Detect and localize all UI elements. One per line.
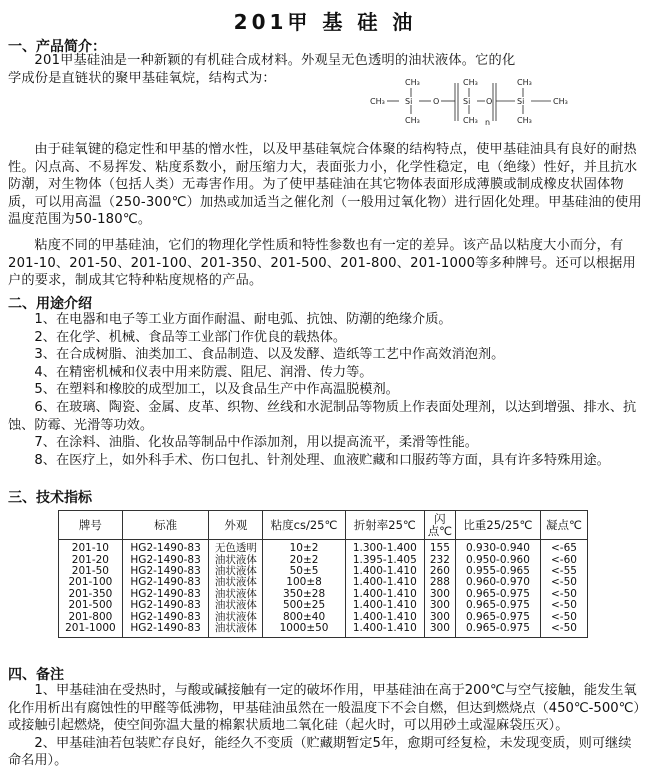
col-refractive-index: 折射率25℃ (345, 511, 424, 540)
table-cell: 1.400-1.410 (345, 623, 424, 638)
formula-o-2: O (486, 97, 493, 106)
notes-list (8, 682, 644, 770)
formula-si-2: Si (463, 97, 471, 106)
table-cell: <-50 (540, 577, 587, 588)
table-cell: 油状液体 (209, 566, 263, 577)
formula-ch3-left: CH₃ (370, 97, 385, 106)
table-cell: 100±8 (263, 577, 345, 588)
col-specific-gravity: 比重25/25℃ (455, 511, 540, 540)
table-cell: 201-800 (59, 611, 123, 622)
table-cell: 无色透明 (209, 540, 263, 555)
table-cell: HG2-1490-83 (122, 623, 209, 638)
col-appearance: 外观 (209, 511, 263, 540)
table-cell: 0.965-0.975 (455, 589, 540, 600)
table-cell: 288 (424, 577, 455, 588)
table-cell: 1.400-1.410 (345, 600, 424, 611)
uses-item: 3、在合成树脂、油类加工、食品制造、以及发酵、造纸等工艺中作高效消泡剂。 (34, 347, 505, 363)
table-cell: 201-1000 (59, 623, 123, 638)
spec-table-body (59, 540, 588, 638)
table-cell: <-65 (540, 540, 587, 555)
table-cell: 800±40 (263, 611, 345, 622)
table-cell: 0.965-0.975 (455, 600, 540, 611)
uses-item: 5、在塑料和橡胶的成型加工，以及食品生产中作高温脱模剂。 (34, 382, 399, 398)
table-cell: 155 (424, 540, 455, 555)
table-cell: 0.960-0.970 (455, 577, 540, 588)
formula-n: n (485, 118, 491, 127)
spec-table (58, 510, 588, 638)
col-standard: 标准 (122, 511, 209, 540)
col-grade: 牌号 (59, 511, 123, 540)
section-heading-notes: 四、备注 (8, 667, 64, 683)
table-cell: 20±2 (263, 554, 345, 565)
uses-item: 4、在精密机械和仪表中用来防震、阻尼、润滑、传力等。 (34, 364, 373, 380)
table-cell: 201-50 (59, 566, 123, 577)
formula-ch3-right: CH₃ (553, 97, 568, 106)
table-cell: HG2-1490-83 (122, 611, 209, 622)
table-cell: <-50 (540, 589, 587, 600)
table-cell: 1000±50 (263, 623, 345, 638)
table-cell: HG2-1490-83 (122, 600, 209, 611)
table-cell: 300 (424, 611, 455, 622)
table-row (59, 540, 588, 555)
table-cell: 0.965-0.975 (455, 611, 540, 622)
table-cell: 300 (424, 589, 455, 600)
table-row (59, 623, 588, 638)
table-cell: HG2-1490-83 (122, 554, 209, 565)
table-cell: 201-500 (59, 600, 123, 611)
formula-o-1: O (433, 97, 440, 106)
table-cell: 201-350 (59, 589, 123, 600)
table-cell: 油状液体 (209, 600, 263, 611)
section-heading-uses: 二、用途介绍 (8, 296, 92, 312)
table-cell: 油状液体 (209, 577, 263, 588)
formula-ch3-top-3: CH₃ (517, 78, 532, 87)
formula-ch3-top-1: CH₃ (405, 78, 420, 87)
table-cell: 1.400-1.410 (345, 566, 424, 577)
intro-line-2: 学成份是直链状的聚甲基硅氧烷，结构式为： (8, 70, 276, 86)
uses-item: 1、在电器和电子等工业方面作耐温、耐电弧、抗蚀、防潮的绝缘介质。 (34, 312, 452, 327)
uses-item: 7、在涂料、油脂、化妆品等制品中作添加剂，用以提高流平，柔滑等性能。 (34, 435, 478, 451)
table-row (59, 577, 588, 588)
formula-si-1: Si (405, 97, 413, 106)
page-title: 201甲 基 硅 油 (233, 10, 417, 34)
formula-ch3-top-2: CH₃ (463, 78, 478, 87)
table-cell: 油状液体 (209, 589, 263, 600)
uses-item: 2、在化学、机械、食品等工业部门作优良的载热体。 (34, 329, 347, 345)
table-cell: 0.930-0.940 (455, 540, 540, 555)
table-cell: HG2-1490-83 (122, 589, 209, 600)
table-cell: 0.965-0.975 (455, 623, 540, 638)
intro-paragraph-2: 由于硅氧键的稳定性和甲基的憎水性，以及甲基硅氧烷合体聚的结构特点，使甲基硅油具有良好的耐热性。闪点高、不易挥发、粘度系数小，耐压缩力大，表面张力小，化学性稳定，电（绝缘）性好，并且抗水防潮，对生物体（包括人类）无毒害作用。为了使甲基硅油在其它物体表面形成薄膜或制成橡皮状固体物质，可以用高温（250-300℃）加热或加适当之催化剂（一般用过氧化物）进行固化处理。甲基硅油的使用温度范围为50-180℃。 (8, 142, 642, 228)
table-cell: HG2-1490-83 (122, 540, 209, 555)
table-cell: 232 (424, 554, 455, 565)
table-cell: 300 (424, 600, 455, 611)
uses-item: 6、在玻璃、陶瓷、金属、皮革、织物、丝线和水泥制品等物质上作表面处理剂，以达到增强、排水、抗蚀、防霉、光滑等功效。 (8, 399, 637, 433)
table-cell: <-55 (540, 566, 587, 577)
table-cell: 1.400-1.410 (345, 577, 424, 588)
table-cell: 300 (424, 623, 455, 638)
table-cell: <-50 (540, 600, 587, 611)
col-freezing-point: 凝点℃ (540, 511, 587, 540)
table-cell: 1.400-1.410 (345, 589, 424, 600)
table-cell: 201-20 (59, 554, 123, 565)
table-cell: 0.955-0.965 (455, 566, 540, 577)
formula-ch3-bottom-1: CH₃ (405, 116, 420, 125)
table-cell: 201-10 (59, 540, 123, 555)
table-cell: 1.395-1.405 (345, 554, 424, 565)
intro-line-1: 201甲基硅油是一种新颖的有机硅合成材料。外观呈无色透明的油状液体。它的化 (34, 53, 516, 68)
table-cell: 350±28 (263, 589, 345, 600)
table-cell: 50±5 (263, 566, 345, 577)
table-cell: HG2-1490-83 (122, 577, 209, 588)
notes-item: 1、甲基硅油在受热时，与酸或碱接触有一定的破坏作用，甲基硅油在高于200℃与空气接触，能发生氧化作用析出有腐蚀性的甲醛等低沸物，甲基硅油虽然在一般温度下不会自燃，但达到燃烧点（450℃-500℃）或接触引起燃烧，使空间弥温大量的棉絮状质地二氧化硅（起火时，可以用砂土或湿麻袋压灭）。 (8, 683, 640, 734)
table-cell: 油状液体 (209, 623, 263, 638)
col-viscosity: 粘度cs/25℃ (263, 511, 345, 540)
table-cell: HG2-1490-83 (122, 566, 209, 577)
table-cell: 10±2 (263, 540, 345, 555)
structural-formula (365, 75, 585, 135)
table-cell: 260 (424, 566, 455, 577)
spec-table-header (59, 511, 588, 540)
table-cell: <-50 (540, 611, 587, 622)
table-cell: 油状液体 (209, 611, 263, 622)
table-cell: 1.300-1.400 (345, 540, 424, 555)
section-heading-intro: 一、产品简介： (8, 39, 106, 55)
table-cell: <-60 (540, 554, 587, 565)
formula-ch3-bottom-3: CH₃ (517, 116, 532, 125)
formula-ch3-bottom-2: CH₃ (463, 116, 478, 125)
uses-item: 8、在医疗上，如外科手术、伤口包扎、针剂处理、血液贮藏和口服药等方面，具有许多特殊用途。 (34, 452, 610, 468)
intro-paragraph-3: 粘度不同的甲基硅油，它们的物理化学性质和特性参数也有一定的差异。该产品以粘度大小而分，有201-10、201-50、201-100、201-350、201-500、201-800、201-1000等多种牌号。还可以根据用户的要求，制成其它特种粘度规格的产品。 (8, 238, 636, 289)
table-cell: 1.400-1.410 (345, 611, 424, 622)
formula-si-3: Si (517, 97, 525, 106)
section-heading-specs: 三、技术指标 (8, 490, 92, 506)
table-row (59, 600, 588, 611)
table-cell: 201-100 (59, 577, 123, 588)
table-cell: 0.950-0.960 (455, 554, 540, 565)
table-cell: 500±25 (263, 600, 345, 611)
notes-item: 2、甲基硅油若包装贮存良好，能经久不变质（贮藏期暂定5年，愈期可经复检，未发现变质，则可继续命名用）。 (8, 735, 632, 769)
uses-list (8, 311, 644, 469)
table-cell: 油状液体 (209, 554, 263, 565)
table-cell: <-50 (540, 623, 587, 638)
col-flash-point: 闪点℃ (424, 511, 455, 540)
